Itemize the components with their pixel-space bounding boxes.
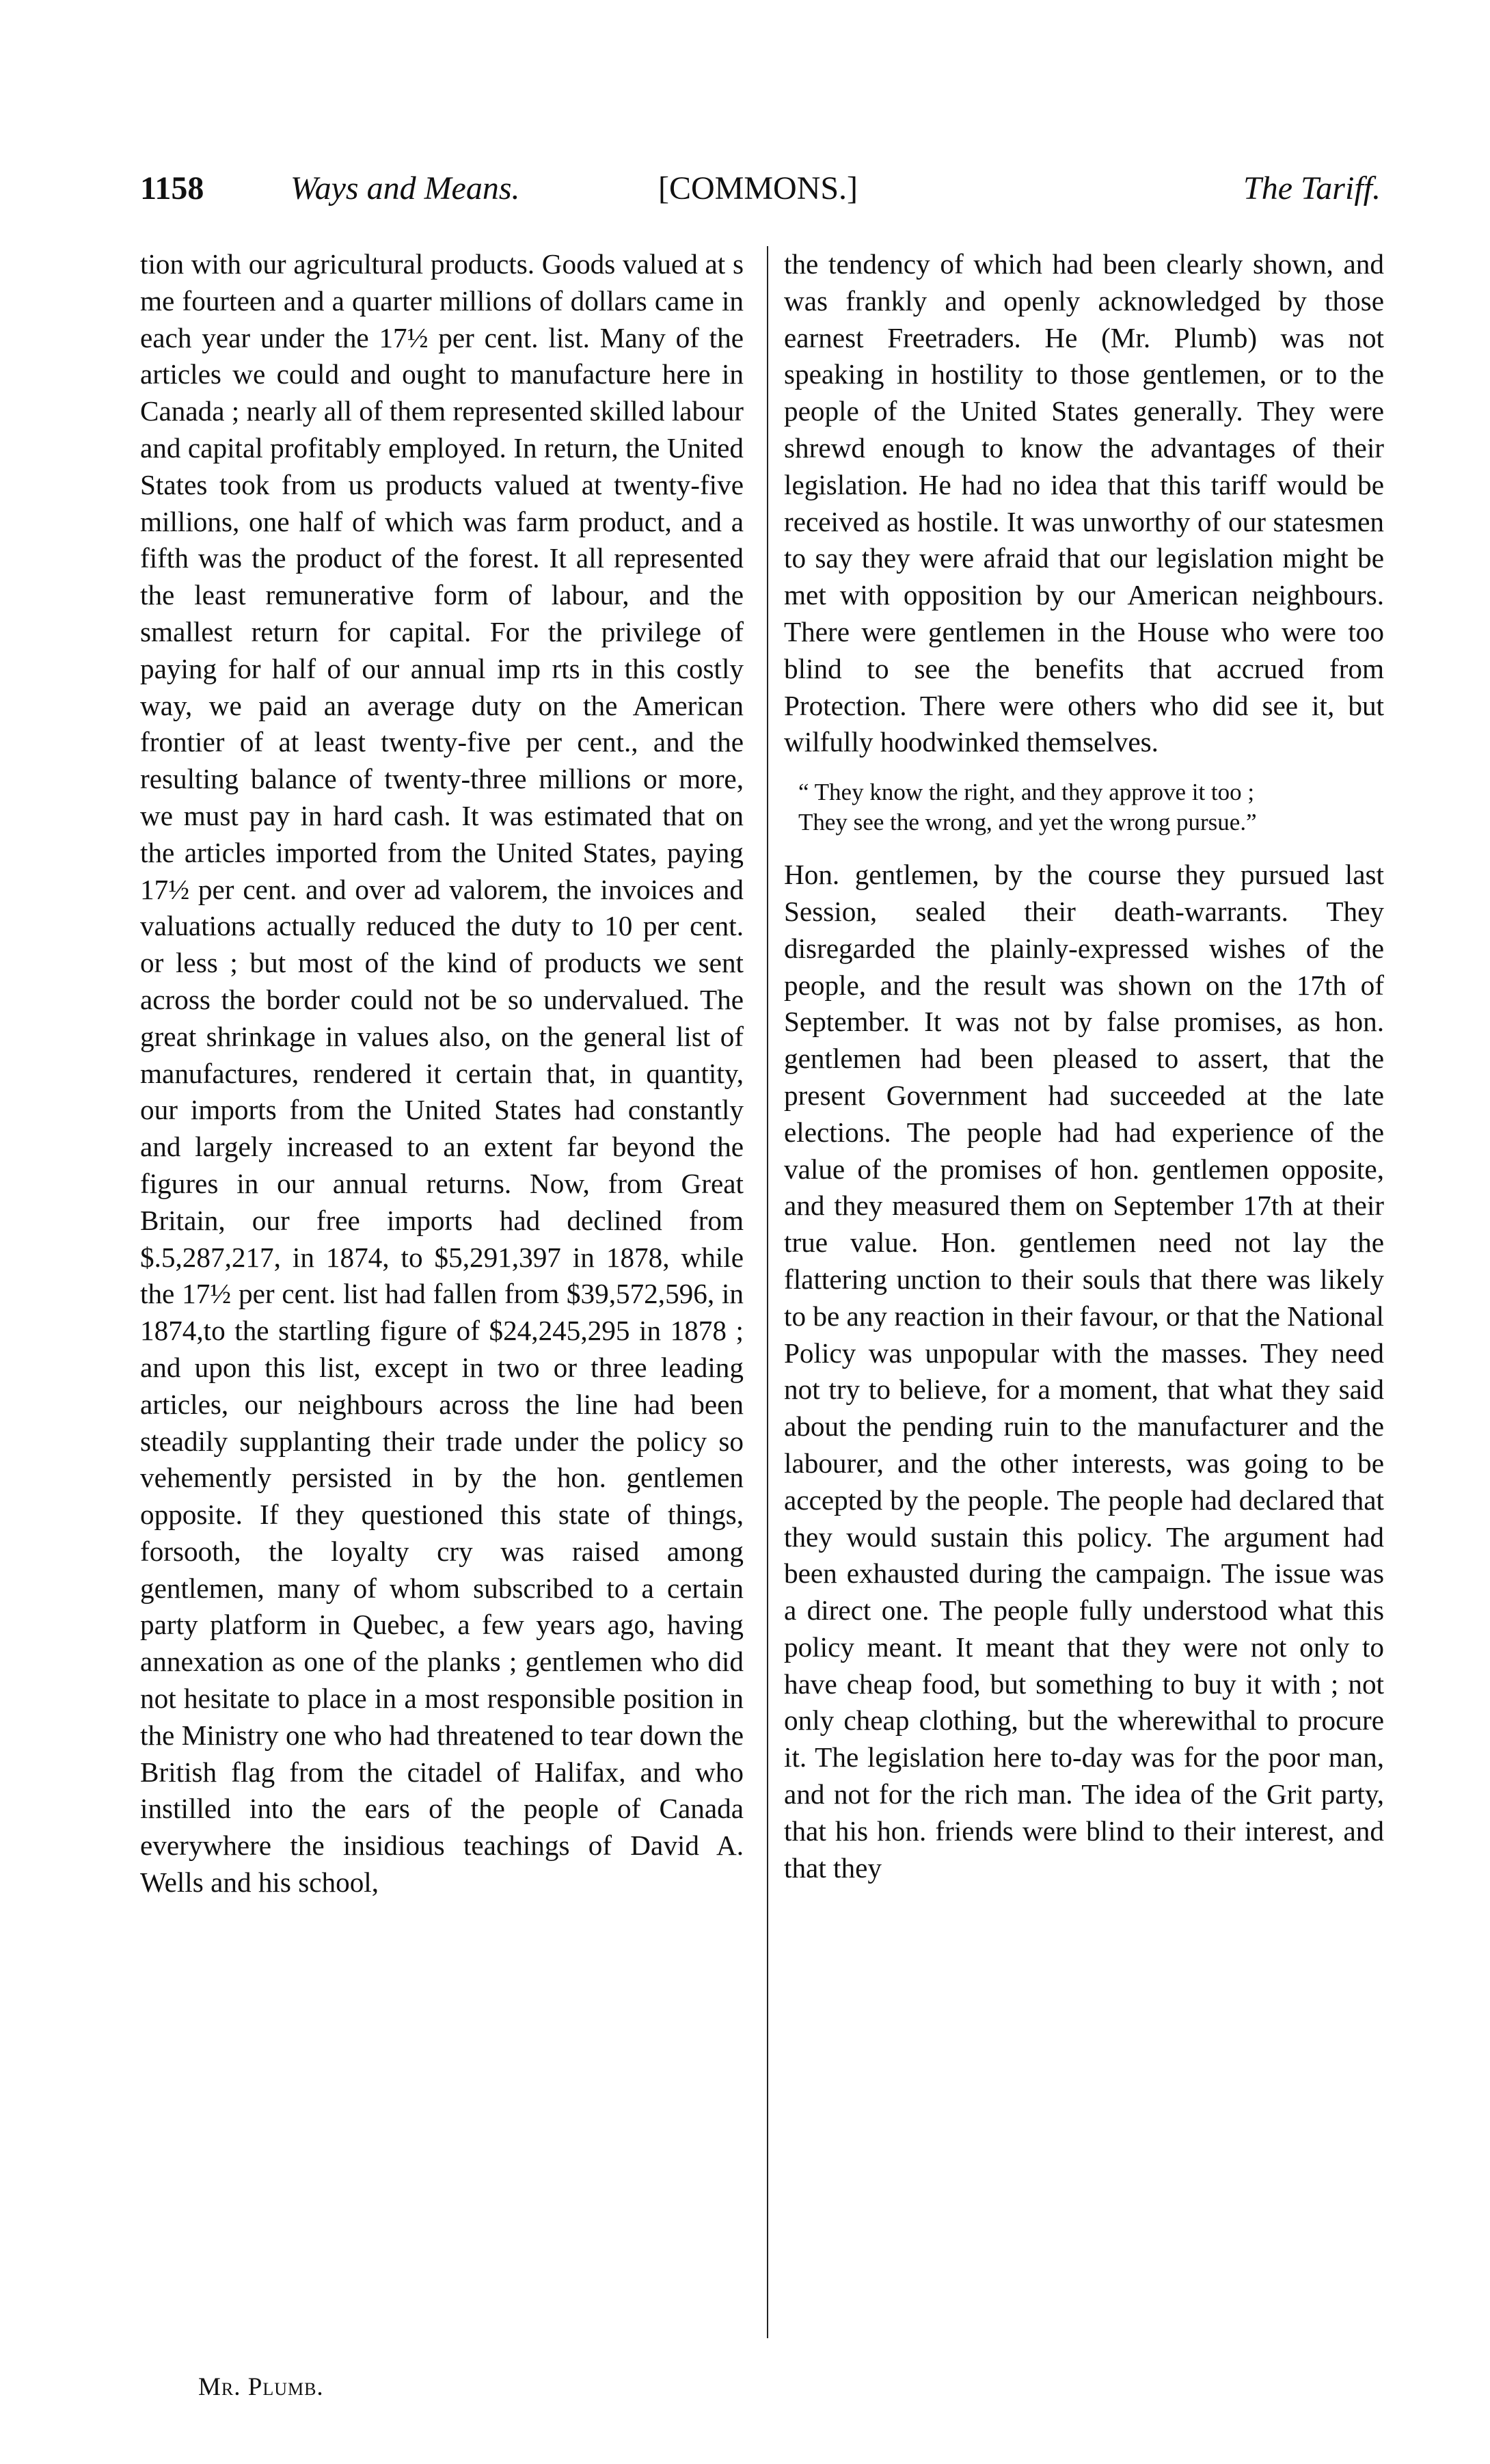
verse-quotation bbox=[784, 777, 1384, 838]
topic-title: The Tariff. bbox=[1243, 170, 1381, 206]
section-title: Ways and Means. bbox=[290, 170, 520, 206]
column-divider bbox=[767, 246, 768, 2338]
left-paragraph: tion with our agricultural products. Goods valued at s me fourteen and a quarter millions of dollars came in each year under the 17½ per cent. list. Many of the articles we could and ought to manufacture here in Canada ; nearly all of them represented skilled labour and capital profitably employed. In return, the United States took from us products valued at twenty-five millions, one half of which was farm product, and a fifth was the product of the forest. It all represented the least remunerative form of labour, and the smallest return for capital. For the privilege of paying for half of our annual imp rts in this costly way, we paid an average duty on the American frontier of at least twenty-five per cent., and the resulting balance of twenty-three millions or more, we must pay in hard cash. It was estimated that on the articles imported from the United States, paying 17½ per cent. and over ad valorem, the invoices and valuations actually reduced the duty to 10 per cent. or less ; but most of the kind of products we sent across the border could not be so undervalued. The great shrinkage in values also, on the general list of manufactures, rendered it certain that, in quantity, our imports from the United States had constantly and largely increased to an extent far beyond the figures in our annual returns. Now, from Great Britain, our free imports had declined from $.5,287,217, in 1874, to $5,291,397 in 1878, while the 17½ per cent. list had fallen from $39,572,596, in 1874,to the startling figure of $24,245,295 in 1878 ; and upon this list, except in two or three leading articles, our neighbours across the line had been steadily supplanting their trade under the policy so vehemently persisted in by the hon. gentlemen opposite. If they questioned this state of things, forsooth, the loyalty cry was raised among gentlemen, many of whom subscribed to a certain party platform in Quebec, a few years ago, having annexation as one of the planks ; gentlemen who did not hesitate to place in a most responsible position in the Ministry one who had threatened to tear down the British flag from the citadel of Halifax, and who instilled into the ears of the people of Canada everywhere the insidious teachings of David A. Wells and his school, bbox=[140, 248, 744, 1899]
verse-line: “ They know the right, and they approve it too ; bbox=[798, 779, 1255, 806]
page-number: 1158 bbox=[140, 170, 204, 206]
right-column bbox=[784, 246, 1384, 1886]
left-column bbox=[140, 246, 744, 1901]
verse-line: They see the wrong, and yet the wrong pursue.” bbox=[798, 809, 1257, 836]
house-label: [COMMONS.] bbox=[658, 170, 858, 206]
right-paragraph-2: Hon. gentlemen, by the course they pursued last Session, sealed their death-warrants. They disregarded the plainly-expressed wishes of the people, and the result was shown on the 17th of September. It was not by false promises, as hon. gentlemen had been pleased to assert, that the present Government had succeeded at the late elections. The people had had experience of the value of the promises of hon. gentlemen opposite, and they measured them on September 17th at their true value. Hon. gentlemen need not lay the flattering unction to their souls that there was likely to be any reaction in their favour, or that the National Policy was unpopular with the masses. They need not try to believe, for a moment, that what they said about the pending ruin to the manufacturer and the labourer, and the other interests, was going to be accepted by the people. The people had declared that they would sustain this policy. The argument had been exhausted during the campaign. The issue was a direct one. The people fully understood what this policy meant. It meant that they were not only to have cheap food, but something to buy it with ; not only cheap clothing, but the wherewithal to procure it. The legislation here to-day was for the poor man, and not for the rich man. The idea of the Grit party, that his hon. friends were blind to their interest, and that they bbox=[784, 859, 1384, 1884]
speaker-signature: Mr. Plumb. bbox=[198, 2373, 324, 2401]
running-header bbox=[140, 170, 1381, 217]
right-paragraph-1: the tendency of which had been clearly shown, and was frankly and openly acknowledged by those earnest Freetraders. He (Mr. Plumb) was not speaking in hostility to those gentlemen, or to the people of the United States generally. They were shrewd enough to know the advantages of their legislation. He had no idea that this tariff would be received as hostile. It was unworthy of our statesmen to say they were afraid that our legislation might be met with opposition by our American neighbours. There were gentlemen in the House who were too blind to see the benefits that accrued from Protection. There were others who did see it, but wilfully hoodwinked themselves. bbox=[784, 248, 1384, 758]
